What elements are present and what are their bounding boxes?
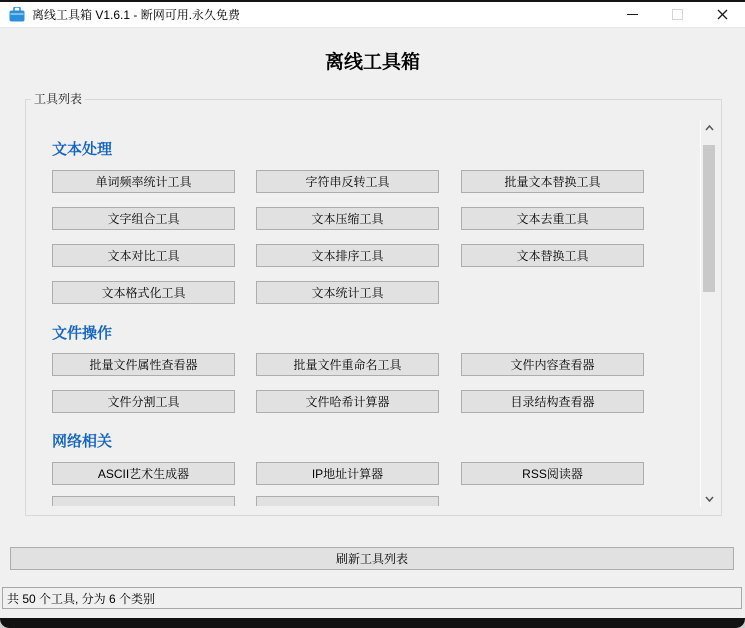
tool-button[interactable]: 文本排序工具 xyxy=(256,244,439,267)
tool-button[interactable]: 批量文本替换工具 xyxy=(461,170,644,193)
tool-button[interactable]: 文件分割工具 xyxy=(52,390,235,413)
status-bar: 共 50 个工具, 分为 6 个类别 xyxy=(2,587,742,609)
scroll-down-button[interactable] xyxy=(701,491,717,507)
tool-button[interactable]: 文件内容查看器 xyxy=(461,353,644,376)
maximize-button xyxy=(655,2,700,27)
tool-button[interactable]: 批量文件重命名工具 xyxy=(256,353,439,376)
tool-button[interactable]: 批量文件属性查看器 xyxy=(52,353,235,376)
window-title: 离线工具箱 V1.6.1 - 断网可用.永久免费 xyxy=(32,8,241,22)
tool-button[interactable]: 文件哈希计算器 xyxy=(256,390,439,413)
titlebar xyxy=(0,2,745,28)
tool-button-partial[interactable] xyxy=(52,496,235,506)
tool-button[interactable]: 单词频率统计工具 xyxy=(52,170,235,193)
category-header-text-processing: 文本处理 xyxy=(52,141,113,158)
close-button[interactable] xyxy=(700,2,745,27)
refresh-tool-list-button[interactable]: 刷新工具列表 xyxy=(10,547,734,570)
category-header-network: 网络相关 xyxy=(52,433,113,450)
chevron-up-icon xyxy=(705,125,714,131)
tool-button[interactable]: 文本去重工具 xyxy=(461,207,644,230)
toolbox-icon xyxy=(9,7,25,22)
scrollbar-thumb[interactable] xyxy=(703,145,715,292)
scroll-up-button[interactable] xyxy=(701,120,717,136)
groupbox-label: 工具列表 xyxy=(31,91,85,107)
tool-button[interactable]: ASCII艺术生成器 xyxy=(52,462,235,485)
minimize-button[interactable] xyxy=(610,2,655,27)
tool-list-viewport xyxy=(26,106,700,506)
chevron-down-icon xyxy=(705,496,714,502)
tool-button[interactable]: 文本替换工具 xyxy=(461,244,644,267)
maximize-icon xyxy=(672,9,683,20)
tool-button-partial[interactable] xyxy=(256,496,439,506)
vertical-scrollbar[interactable] xyxy=(700,120,717,507)
window-bottom-edge xyxy=(0,618,745,628)
page-title: 离线工具箱 xyxy=(324,52,420,73)
tool-button[interactable]: 字符串反转工具 xyxy=(256,170,439,193)
tool-button[interactable]: 文本统计工具 xyxy=(256,281,439,304)
tool-button[interactable]: 文字组合工具 xyxy=(52,207,235,230)
tool-button[interactable]: 文本压缩工具 xyxy=(256,207,439,230)
tool-button[interactable]: 文本对比工具 xyxy=(52,244,235,267)
minimize-icon xyxy=(627,14,638,15)
tool-button[interactable]: IP地址计算器 xyxy=(256,462,439,485)
tool-button[interactable]: 文本格式化工具 xyxy=(52,281,235,304)
tool-button[interactable]: RSS阅读器 xyxy=(461,462,644,485)
window-controls xyxy=(610,2,745,27)
close-icon xyxy=(717,9,728,20)
category-header-file-operations: 文件操作 xyxy=(52,325,113,342)
tool-button[interactable]: 目录结构查看器 xyxy=(461,390,644,413)
